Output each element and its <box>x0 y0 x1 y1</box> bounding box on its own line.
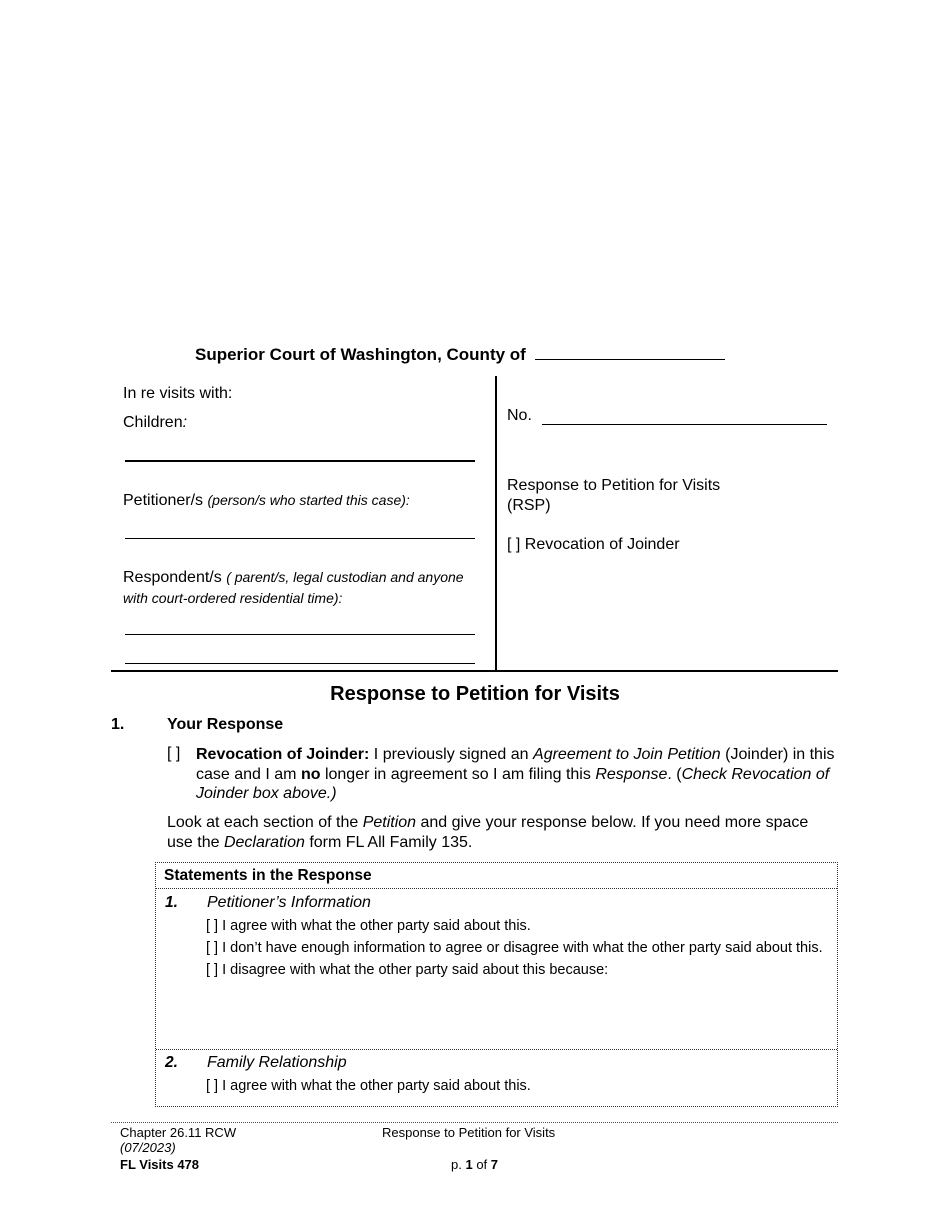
instructions-t1: Look at each section of the <box>167 814 363 831</box>
row-1-response-area[interactable] <box>206 984 826 1044</box>
footer-form-name: Response to Petition for Visits <box>382 1125 556 1140</box>
respondent-field-2[interactable] <box>125 663 475 664</box>
revocation-t2: (Joinder) in this case and I am <box>196 746 835 783</box>
respondent-note-2: with court-ordered residential time): <box>123 590 343 606</box>
row-1-option-not-enough-info[interactable]: [ ] I don’t have enough information to agree or disagree with what the other party said about this. <box>206 940 823 956</box>
section-1-heading: Your Response <box>167 716 284 733</box>
row-1-option-agree[interactable]: [ ] I agree with what the other party said about this. <box>206 918 531 934</box>
respondent-label <box>123 569 464 587</box>
revocation-i1: Agreement to Join Petition <box>533 746 721 763</box>
children-field[interactable] <box>125 460 475 462</box>
children-label <box>123 414 187 432</box>
form-title-line2: (RSP) <box>507 497 551 514</box>
children-label-text: Children <box>123 414 183 431</box>
instructions-t2: and give your response below. If you need more space use the <box>167 814 809 851</box>
case-no-label: No. <box>507 407 532 424</box>
caption-divider-horizontal <box>111 670 838 672</box>
form-title-line1: Response to Petition for Visits <box>507 477 721 494</box>
row-1-number: 1. <box>165 894 178 911</box>
case-no-field[interactable] <box>542 424 827 425</box>
footer-divider <box>111 1122 838 1123</box>
revocation-checkbox[interactable]: [ ] Revocation of Joinder <box>507 536 680 553</box>
county-field[interactable] <box>535 345 725 360</box>
revocation-joinder-checkbox[interactable]: [ ] <box>167 745 181 762</box>
revocation-t4: . ( <box>667 765 682 783</box>
row-2-title: Family Relationship <box>207 1054 347 1071</box>
respondent-label-text: Respondent/s <box>123 569 222 586</box>
revocation-i2: Response <box>595 765 668 783</box>
row-2-option-agree[interactable]: [ ] I agree with what the other party said about this. <box>206 1078 531 1094</box>
respondent-note-1: ( parent/s, legal custodian and anyone <box>226 569 464 585</box>
revocation-b2: no <box>300 765 321 783</box>
instructions-text <box>167 813 837 853</box>
section-1-number: 1. <box>111 716 125 733</box>
petitioner-label <box>123 492 410 510</box>
revocation-t3: longer in agreement so I am filing this <box>320 765 596 783</box>
petitioner-label-text: Petitioner/s <box>123 492 204 509</box>
revocation-t1: I previously signed an <box>369 746 534 763</box>
row-1-title: Petitioner’s Information <box>207 894 371 911</box>
statements-table <box>155 862 838 1107</box>
footer-page-of: of <box>472 1157 491 1172</box>
row-separator <box>156 1049 837 1050</box>
statements-table-header <box>156 863 837 889</box>
revocation-bold: Revocation of Joinder: <box>196 746 370 763</box>
petitioner-field[interactable] <box>125 538 475 539</box>
instructions-t3: form FL All Family 135. <box>304 834 473 851</box>
caption-divider-vertical <box>495 376 497 671</box>
instructions-i1: Petition <box>362 814 417 831</box>
revocation-joinder-text <box>196 745 836 804</box>
statements-table-header-text: Statements in the Response <box>164 867 372 884</box>
instructions-i2: Declaration <box>223 834 305 851</box>
respondent-field-1[interactable] <box>125 634 475 635</box>
footer-form-id: FL Visits 478 <box>120 1157 200 1172</box>
footer-page-prefix: p. <box>451 1157 466 1172</box>
footer-statute: Chapter 26.11 RCW <box>120 1125 237 1140</box>
children-colon: : <box>182 414 188 431</box>
revocation-i3: Check Revocation of Joinder box above.) <box>196 765 830 802</box>
footer-page-num: 1 <box>465 1157 473 1172</box>
row-2-number: 2. <box>165 1054 178 1071</box>
row-1-option-disagree[interactable]: [ ] I disagree with what the other party said about this because: <box>206 962 609 978</box>
court-title-text: Superior Court of Washington, County of <box>195 345 526 364</box>
court-title <box>195 345 725 365</box>
footer-page-total: 7 <box>490 1157 499 1172</box>
footer-page-number <box>451 1157 498 1172</box>
petitioner-note: (person/s who started this case): <box>207 492 410 508</box>
footer-date: (07/2023) <box>120 1140 176 1155</box>
document-title: Response to Petition for Visits <box>330 683 620 705</box>
in-re-label: In re visits with: <box>123 385 233 402</box>
